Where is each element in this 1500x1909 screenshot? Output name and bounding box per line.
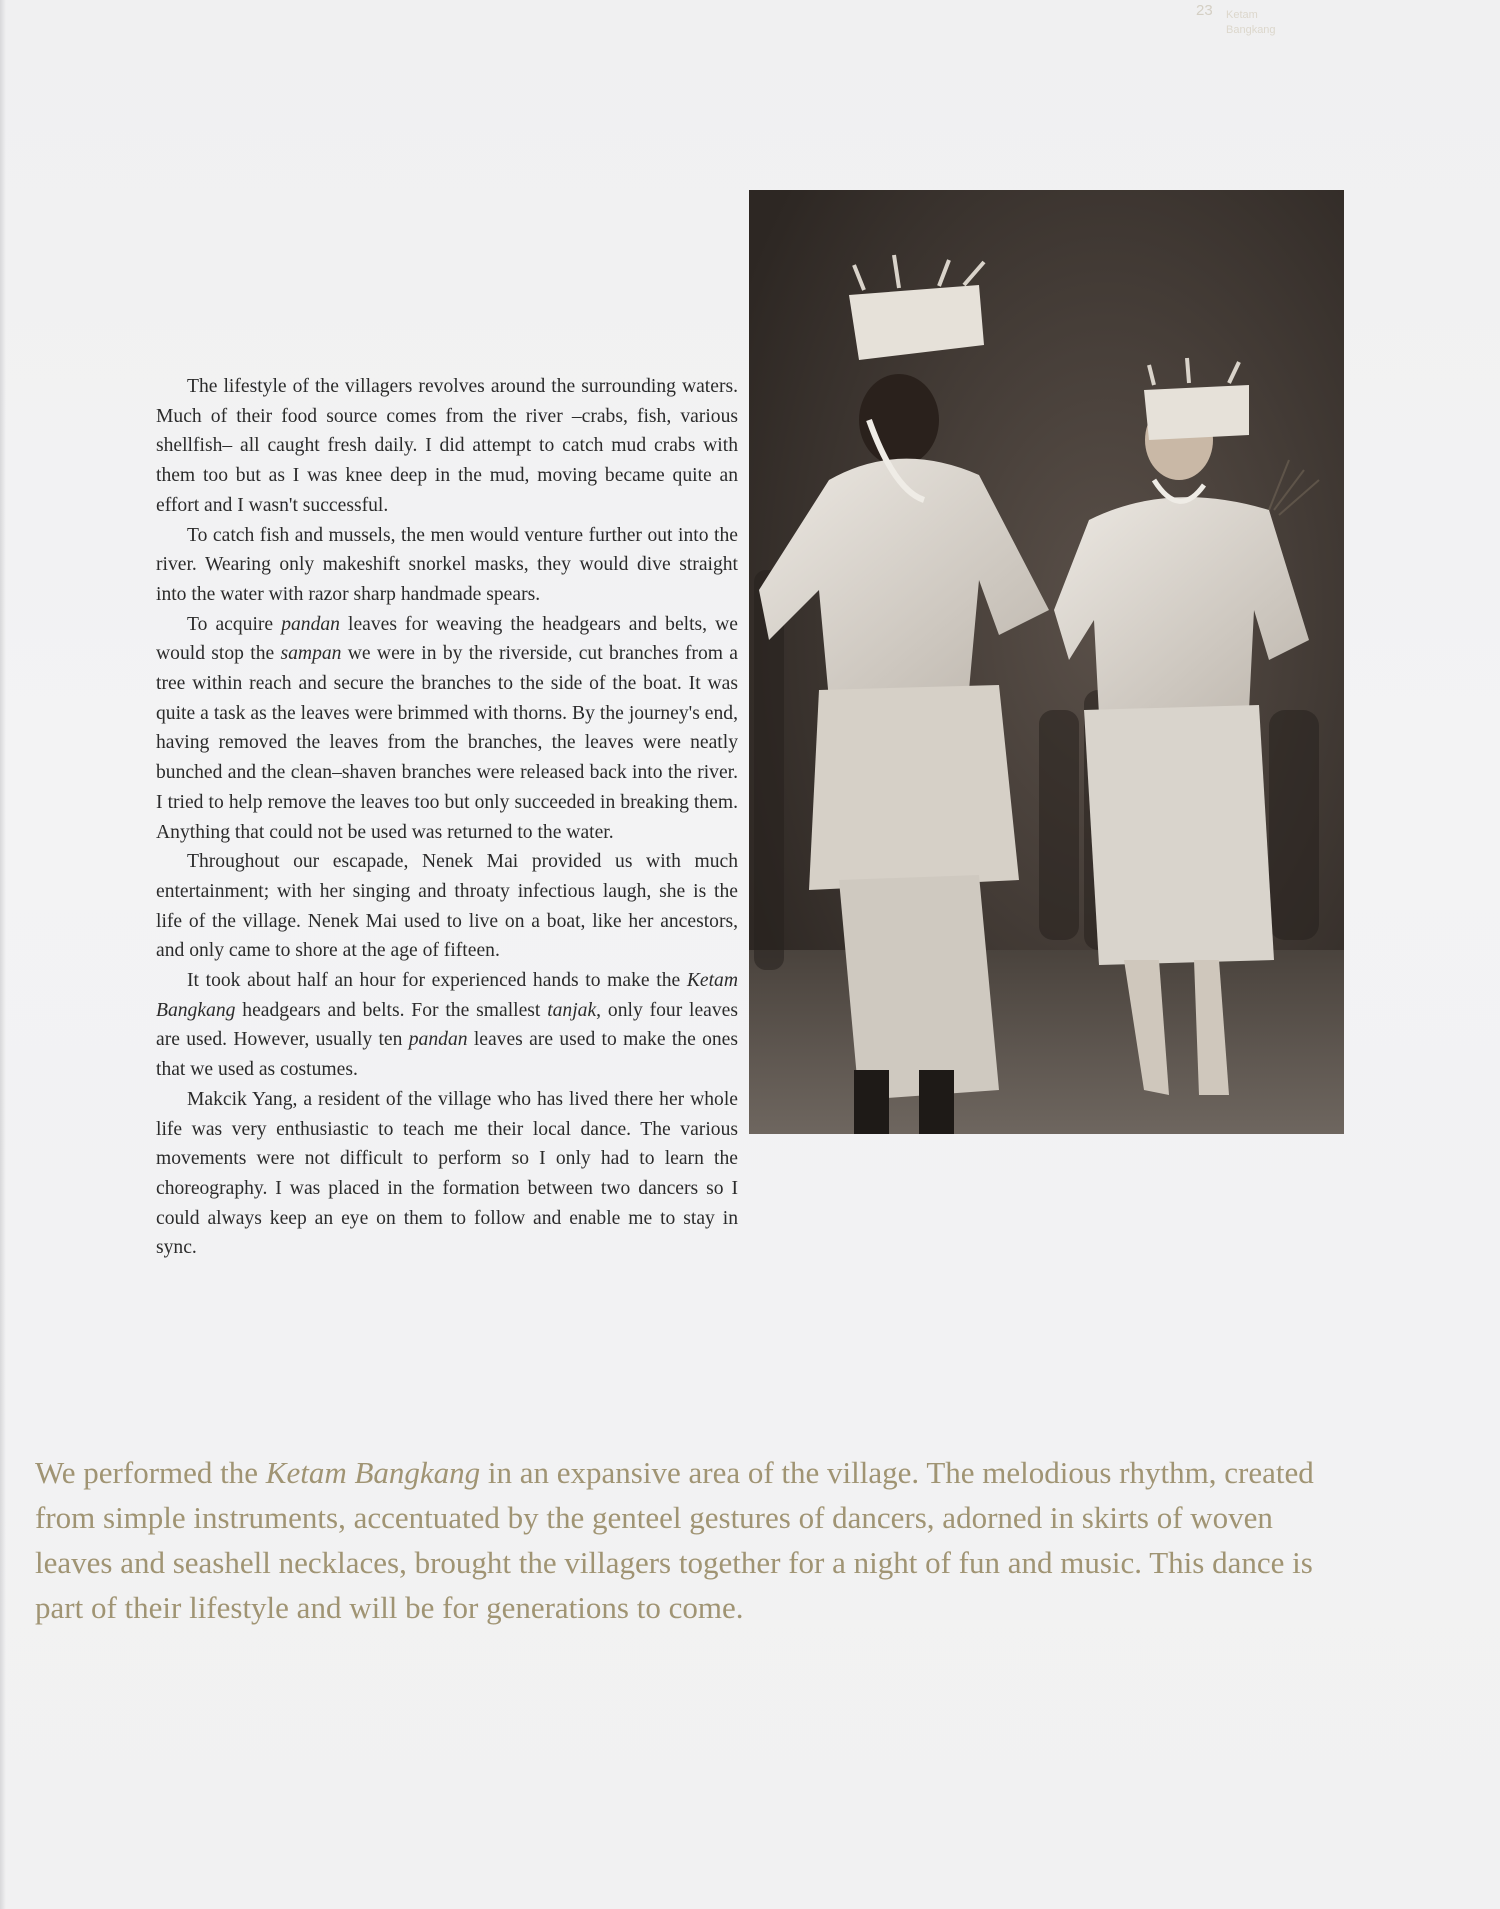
- page-number: 23: [1196, 2, 1213, 19]
- paragraph-3-italic-1: pandan: [281, 613, 340, 635]
- page-edge: [0, 0, 6, 1909]
- paragraph-3-text-c: we were in by the riverside, cut branches from a tree within reach and secure the branches to the side of the boat. It was quite a task as the leaves were brimmed with thorns. By the journey's end, having removed the leaves from the branches, the leaves were neatly bunched and the clean–shaven branches were released back into the river. I tried to help remove the leaves too but only succeeded in breaking them. Anything that could not be used was returned to the water.: [156, 643, 738, 843]
- paragraph-5-italic-3: pandan: [408, 1029, 468, 1051]
- pull-quote: [35, 1450, 1355, 1630]
- paragraph-2: To catch fish and mussels, the men would venture further out into the river. Wearing only makeshift snorkel masks, they would dive straight into the water with razor sharp handmade spears.: [156, 524, 738, 605]
- paragraph-3-text-a: To acquire: [187, 613, 282, 635]
- running-head-line-1: Ketam: [1226, 9, 1258, 21]
- dancers-photo-illustration: [749, 190, 1344, 1134]
- running-head: [1226, 8, 1306, 38]
- paragraph-5-text-a: It took about half an hour for experienced hands to make the: [187, 970, 687, 992]
- paragraph-5-text-b: headgears and belts. For the smallest: [235, 999, 548, 1021]
- paragraph-4: Throughout our escapade, Nenek Mai provided us with much entertainment; with her singing and throaty infectious laugh, she is the life of the village. Nenek Mai used to live on a boat, like her ancestors, and only came to shore at the age of fifteen.: [156, 851, 738, 962]
- paragraph-5: [156, 966, 738, 1085]
- paragraph-3: [156, 610, 738, 848]
- paragraph-6: Makcik Yang, a resident of the village who has lived there her whole life was very enthusiastic to teach me their local dance. The various movements were not difficult to perform so I only had to learn the choreography. I was placed in the formation between two dancers so I could always keep an eye on them to follow and enable me to stay in sync.: [156, 1088, 738, 1259]
- paragraph-3-text-b: leaves for weaving the headgears and belts, we would stop the: [156, 613, 738, 665]
- paragraph-1: The lifestyle of the villagers revolves around the surrounding waters. Much of their food source comes from the river –crabs, fish, various shellfish– all caught fresh daily. I did attempt to catch mud crabs with them too but as I was knee deep in the mud, moving became quite an effort and I wasn't successful.: [156, 376, 738, 516]
- body-text-column: [156, 372, 738, 1263]
- dancers-photo: [749, 190, 1344, 1134]
- paragraph-5-text-d: leaves are used to make the ones that we used as costumes.: [156, 1029, 739, 1081]
- paragraph-5-italic-2: tanjak: [547, 999, 597, 1021]
- pull-quote-text-b: in an expansive area of the village. The melodious rhythm, created from simple instruments, accentuated by the genteel gestures of dancers, adorned in skirts of woven leaves and seashell necklaces, brought the villagers together for a night of fun and music. This dance is part of their lifestyle and will be for generations to come.: [35, 1455, 1314, 1625]
- paragraph-3-italic-2: sampan: [280, 643, 342, 665]
- paragraph-5-italic-1: Ketam Bangkang: [156, 970, 738, 1021]
- pull-quote-italic: Ketam Bangkang: [265, 1455, 481, 1490]
- running-head-line-2: Bangkang: [1226, 24, 1276, 36]
- pull-quote-text-a: We performed the: [35, 1455, 266, 1490]
- paragraph-5-text-c: , only four leaves are used. However, usually ten: [156, 999, 739, 1051]
- pull-quote-text: [35, 1450, 1355, 1630]
